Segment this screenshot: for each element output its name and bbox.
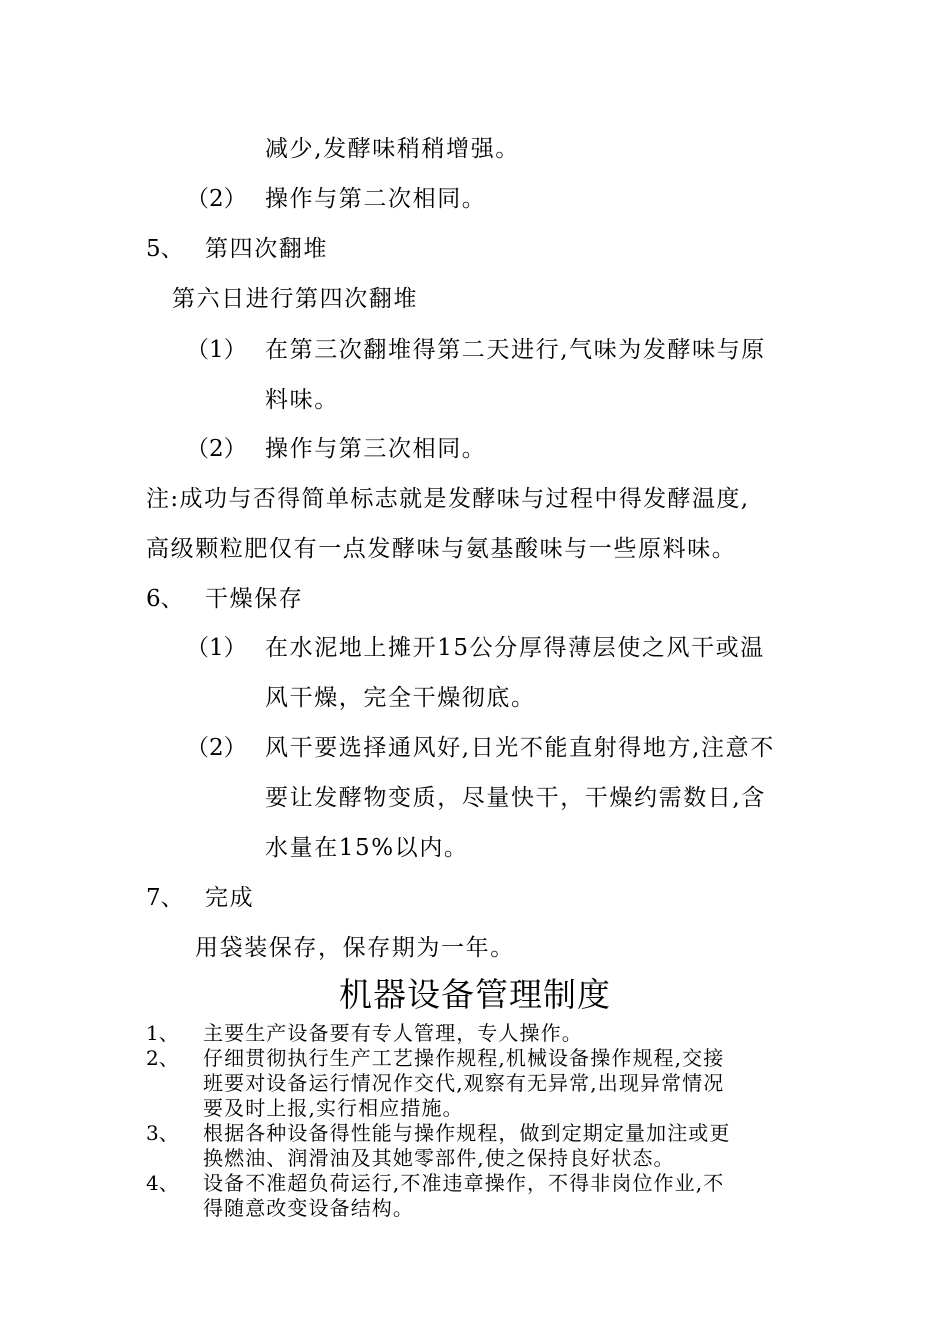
item-2-text: 操作与第二次相同。 — [265, 186, 487, 212]
step-5-item-2-number: （2） — [186, 436, 247, 462]
process-line-1: 减少,发酵味稍稍增强。 — [265, 136, 520, 162]
rule-1-line-1: 主要生产设备要有专人管理，专人操作。 — [203, 1021, 583, 1045]
rule-4-line-2: 得随意改变设备结构。 — [203, 1196, 414, 1220]
step-6-item-2-line-3: 水量在15%以内。 — [265, 835, 469, 861]
step-5-item-1-number: （1） — [186, 337, 247, 363]
step-6-item-2-line-2: 要让发酵物变质，尽量快干，干燥约需数日,含 — [265, 785, 766, 811]
rule-3-line-2: 换燃油、润滑油及其她零部件,使之保持良好状态。 — [203, 1146, 675, 1170]
step-7-title: 完成 — [205, 885, 255, 911]
step-6-item-1-number: （1） — [186, 635, 247, 661]
step-5-item-2-text: 操作与第三次相同。 — [265, 436, 487, 462]
step-6-item-1-line-2: 风干燥，完全干燥彻底。 — [265, 685, 536, 711]
note-line-1: 注:成功与否得简单标志就是发酵味与过程中得发酵温度, — [146, 486, 750, 512]
item-2-number: （2） — [186, 186, 247, 212]
step-7-text: 用袋装保存，保存期为一年。 — [195, 935, 515, 961]
step-5-title: 第四次翻堆 — [205, 236, 328, 262]
step-7-number: 7、 — [146, 885, 184, 911]
step-6-title: 干燥保存 — [205, 586, 304, 612]
management-title: 机器设备管理制度 — [339, 975, 611, 1014]
rule-2-number: 2、 — [146, 1046, 179, 1070]
rule-4-number: 4、 — [146, 1171, 179, 1195]
step-5-intro: 第六日进行第四次翻堆 — [172, 286, 418, 312]
rule-3-line-1: 根据各种设备得性能与操作规程，做到定期定量加注或更 — [203, 1121, 731, 1145]
step-6-number: 6、 — [146, 586, 184, 612]
rule-2-line-2: 班要对设备运行情况作交代,观察有无异常,出现异常情况 — [203, 1071, 725, 1095]
rule-2-line-1: 仔细贯彻执行生产工艺操作规程,机械设备操作规程,交接 — [203, 1046, 725, 1070]
rule-3-number: 3、 — [146, 1121, 179, 1145]
rule-1-number: 1、 — [146, 1021, 179, 1045]
rule-4-line-1: 设备不准超负荷运行,不准违章操作，不得非岗位作业,不 — [203, 1171, 725, 1195]
step-6-item-2-line-1: 风干要选择通风好,日光不能直射得地方,注意不 — [265, 735, 775, 761]
step-6-item-1-line-1: 在水泥地上摊开15公分厚得薄层使之风干或温 — [265, 635, 765, 661]
step-6-item-2-number: （2） — [186, 735, 247, 761]
step-5-item-1-line-2: 料味。 — [265, 387, 339, 413]
rule-2-line-3: 要及时上报,实行相应措施。 — [203, 1096, 464, 1120]
note-line-2: 高级颗粒肥仅有一点发酵味与氨基酸味与一些原料味。 — [146, 536, 737, 562]
step-5-item-1-line-1: 在第三次翻堆得第二天进行,气味为发酵味与原 — [265, 337, 766, 363]
step-5-number: 5、 — [146, 236, 184, 262]
